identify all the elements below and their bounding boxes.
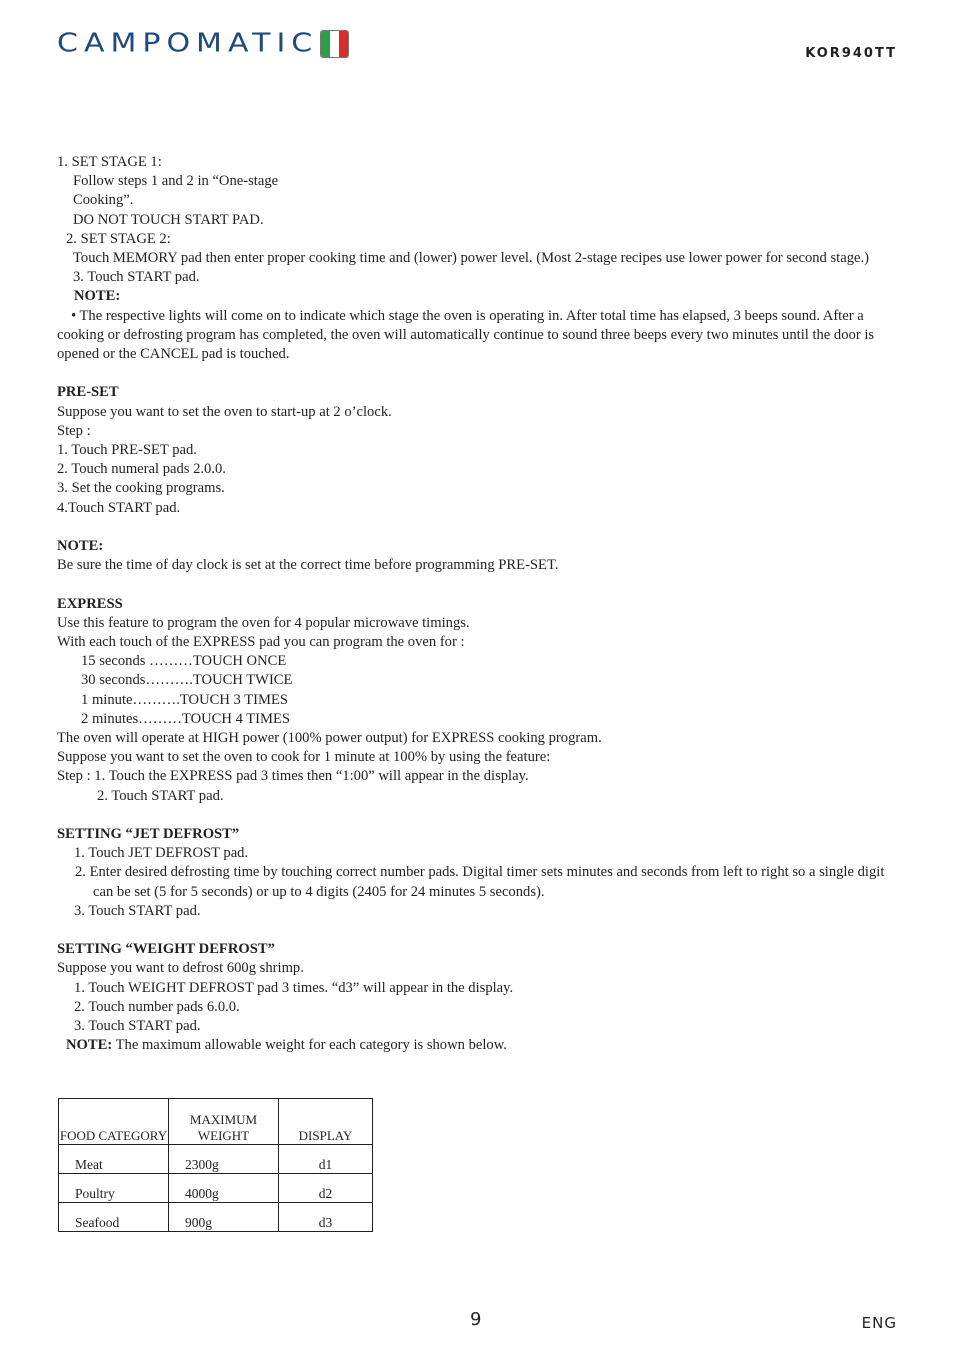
jet-step: 2. Enter desired defrosting time by touching correct number pads. Digital timer sets minutes and seconds from left to right so a single digit can be set (5 for 5 seconds) or up to 4 digits (2405 for 24 minutes 5 seconds). bbox=[75, 864, 885, 900]
table-header: DISPLAY bbox=[279, 1099, 373, 1145]
weight-defrost-title: SETTING “WEIGHT DEFROST” bbox=[57, 941, 275, 958]
weight-step: 3. Touch START pad. bbox=[74, 1018, 201, 1035]
express-text: Suppose you want to set the oven to cook for 1 minute at 100% by using the feature: bbox=[57, 749, 551, 766]
jet-step: 1. Touch JET DEFROST pad. bbox=[74, 845, 249, 862]
weight-defrost-table bbox=[58, 1098, 373, 1232]
table-cell: d3 bbox=[279, 1203, 373, 1232]
preset-line: Step : bbox=[57, 422, 91, 439]
jet-defrost-title: SETTING “JET DEFROST” bbox=[57, 826, 240, 843]
weight-note-label: NOTE: bbox=[66, 1037, 113, 1054]
preset-line: 4.Touch START pad. bbox=[57, 499, 181, 516]
stage1-step-a: Follow steps 1 and 2 in “One-stage bbox=[73, 173, 279, 190]
weight-intro: Suppose you want to defrost 600g shrimp. bbox=[57, 960, 304, 977]
table-header: FOOD CATEGORY bbox=[59, 1099, 169, 1145]
page-number: 9 bbox=[470, 1309, 482, 1330]
language-label: ENG bbox=[861, 1314, 897, 1332]
table-cell: d2 bbox=[279, 1174, 373, 1203]
express-step: 2. Touch START pad. bbox=[97, 787, 224, 804]
preset-line: 2. Touch numeral pads 2.0.0. bbox=[57, 461, 226, 478]
weight-step: 2. Touch number pads 6.0.0. bbox=[74, 998, 240, 1015]
preset-line: 3. Set the cooking programs. bbox=[57, 480, 225, 497]
weight-step: 1. Touch WEIGHT DEFROST pad 3 times. “d3” will appear in the display. bbox=[74, 979, 514, 996]
table-cell: 2300g bbox=[169, 1145, 279, 1174]
table-cell: 900g bbox=[169, 1203, 279, 1232]
stage-note: • The respective lights will come on to indicate which stage the oven is operating in. After total time has elapsed, 3 beeps sound. After a cooking or defrosting program has completed, the oven will automatically continue to sound three beeps every two minutes until the door is opened or the CANCEL pad is touched. bbox=[57, 307, 875, 363]
preset-note: Be sure the time of day clock is set at the correct time before programming PRE-SET. bbox=[57, 557, 559, 574]
table-cell: d1 bbox=[279, 1145, 373, 1174]
express-intro: Use this feature to program the oven for 4 popular microwave timings. bbox=[57, 614, 470, 631]
stage-note-label: NOTE: bbox=[74, 288, 121, 305]
weight-note: The maximum allowable weight for each category is shown below. bbox=[112, 1037, 507, 1054]
express-intro: With each touch of the EXPRESS pad you can program the oven for : bbox=[57, 634, 465, 651]
stage1-heading: 1. SET STAGE 1: bbox=[57, 154, 162, 170]
table-header: MAXIMUM WEIGHT bbox=[169, 1099, 279, 1145]
preset-note-title: NOTE: bbox=[57, 538, 104, 555]
italian-flag-icon bbox=[320, 30, 349, 58]
express-step: Step : 1. Touch the EXPRESS pad 3 times then “1:00” will appear in the display. bbox=[57, 768, 529, 785]
brand-logo bbox=[57, 28, 349, 60]
express-text: The oven will operate at HIGH power (100% power output) for EXPRESS cooking program. bbox=[57, 730, 602, 747]
table-row bbox=[59, 1203, 373, 1232]
table-cell: Meat bbox=[59, 1145, 169, 1174]
jet-step: 3. Touch START pad. bbox=[74, 902, 201, 919]
table-header-row bbox=[59, 1099, 373, 1145]
preset-line: 1. Touch PRE-SET pad. bbox=[57, 442, 197, 459]
table-cell: 4000g bbox=[169, 1174, 279, 1203]
express-title: EXPRESS bbox=[57, 595, 123, 612]
stage1-step-b: Cooking”. bbox=[73, 192, 134, 209]
preset-line: Suppose you want to set the oven to start-up at 2 o’clock. bbox=[57, 403, 392, 420]
express-option: 30 seconds……….TOUCH TWICE bbox=[81, 672, 293, 689]
stage2-heading: 2. SET STAGE 2: bbox=[66, 230, 171, 247]
table-row bbox=[59, 1145, 373, 1174]
express-option: 1 minute……….TOUCH 3 TIMES bbox=[81, 691, 289, 708]
express-option: 15 seconds ………TOUCH ONCE bbox=[81, 653, 287, 670]
model-number: KOR940TT bbox=[805, 46, 897, 61]
page-content bbox=[57, 153, 897, 1055]
stage-start-step: 3. Touch START pad. bbox=[73, 269, 200, 286]
table-cell: Poultry bbox=[59, 1174, 169, 1203]
table-cell: Seafood bbox=[59, 1203, 169, 1232]
preset-title: PRE-SET bbox=[57, 384, 119, 401]
express-option: 2 minutes………TOUCH 4 TIMES bbox=[81, 710, 291, 727]
brand-name: CAMPOMATIC bbox=[57, 28, 319, 59]
stage2-step: Touch MEMORY pad then enter proper cooking time and (lower) power level. (Most 2-stage recipes use lower power for second stage.) bbox=[73, 250, 869, 267]
table-row bbox=[59, 1174, 373, 1203]
stage1-warning: DO NOT TOUCH START PAD. bbox=[73, 211, 264, 228]
